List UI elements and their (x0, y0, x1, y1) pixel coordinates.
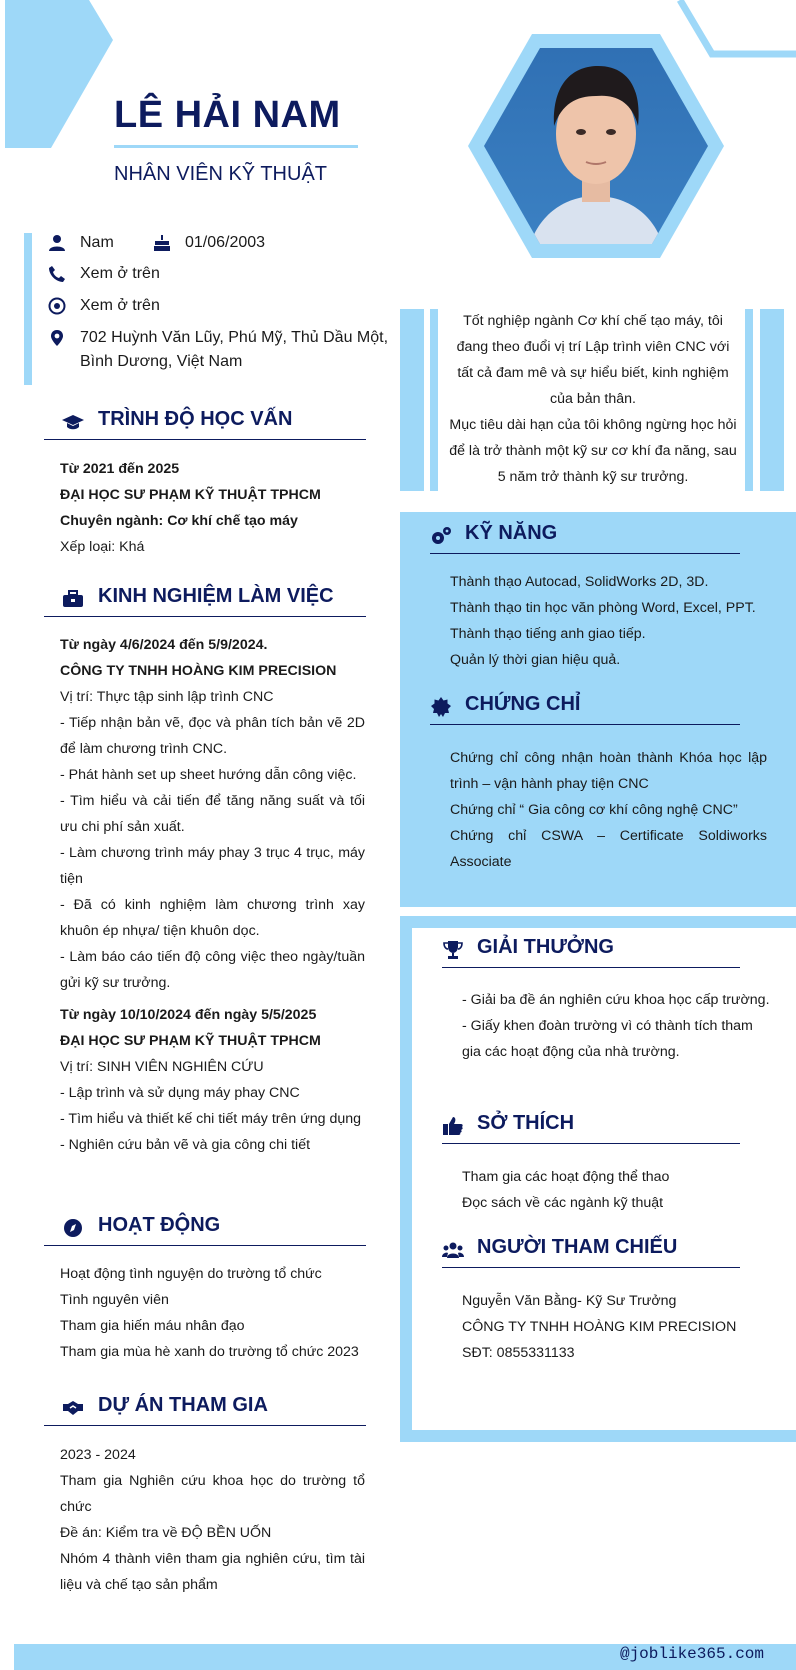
handshake-icon (62, 1398, 84, 1418)
job-1-task: - Tiếp nhận bản vẽ, đọc và phân tích bản vẽ 2D để làm chương trình CNC. (60, 715, 365, 757)
activity-item: Tình nguyên viên (60, 1292, 169, 1308)
job-1-task: - Tìm hiểu và cải tiến để tăng năng suất và tối ưu chi phí sản xuất. (60, 793, 365, 835)
reference-phone: SĐT: 0855331133 (462, 1345, 575, 1361)
hobbies-heading (442, 1108, 740, 1144)
award-item: - Giải ba đề án nghiên cứu khoa học cấp trường. (462, 992, 770, 1008)
education-school: ĐẠI HỌC SƯ PHẠM KỸ THUẬT TPHCM (60, 487, 321, 503)
job-2-position: Vị trí: SINH VIÊN NGHIÊN CỨU (60, 1059, 264, 1075)
job-1-task: - Làm báo cáo tiến độ công việc theo ngày/tuần gửi kỹ sư trưởng. (60, 949, 365, 991)
graduation-cap-icon (62, 412, 84, 432)
awards-block (462, 987, 772, 1065)
skill-item: Quản lý thời gian hiệu quả. (450, 652, 621, 668)
job-title: NHÂN VIÊN KỸ THUẬT (114, 163, 327, 185)
awards-title: GIẢI THƯỞNG (477, 936, 614, 958)
contact-phone (48, 262, 248, 286)
activities-heading (44, 1210, 366, 1246)
profile-photo (466, 34, 726, 258)
skills-block (450, 569, 770, 673)
education-heading (44, 404, 366, 440)
reference-company: CÔNG TY TNHH HOÀNG KIM PRECISION (462, 1319, 737, 1335)
gender-value: Nam (80, 234, 114, 251)
hobbies-block (462, 1164, 772, 1216)
objective-bar-right-outer (760, 309, 784, 491)
users-group-icon (442, 1240, 464, 1260)
skills-title: KỸ NĂNG (465, 522, 558, 544)
objective-text-2: Mục tiêu dài hạn của tôi không ngừng học hỏi để là trở thành một kỹ sư cơ khí đa năng, sau 5 năm trở thành kỹ sư trưởng. (449, 417, 737, 485)
references-title: NGƯỜI THAM CHIẾU (477, 1236, 678, 1258)
job-1-company: CÔNG TY TNHH HOÀNG KIM PRECISION (60, 663, 337, 679)
trophy-icon (442, 940, 464, 960)
hobby-item: Tham gia các hoạt động thể thao (462, 1169, 670, 1185)
skills-heading (430, 518, 740, 554)
job-2-task: - Tìm hiểu và thiết kế chi tiết máy trên ứng dụng (60, 1111, 362, 1127)
experience-heading (44, 581, 366, 617)
user-icon (48, 234, 66, 252)
phone-value: Xem ở trên (80, 265, 160, 282)
education-major: Chuyên ngành: Cơ khí chế tạo máy (60, 513, 298, 529)
birthday-value: 01/06/2003 (185, 234, 266, 251)
references-block (462, 1288, 772, 1366)
job-1-task: - Phát hành set up sheet hướng dẫn công việc. (60, 767, 357, 783)
name-underline (114, 145, 358, 148)
job-1-period: Từ ngày 4/6/2024 đến 5/9/2024. (60, 637, 268, 653)
project-period: 2023 - 2024 (60, 1447, 136, 1463)
hobby-item: Đọc sách về các ngành kỹ thuật (462, 1195, 664, 1211)
career-objective (448, 308, 738, 490)
compass-icon (62, 1218, 84, 1238)
certificate-item: Chứng chỉ CSWA – Certificate Soldiworks Associate (450, 828, 767, 870)
email-value: Xem ở trên (80, 297, 160, 314)
job-2-task: - Nghiên cứu bản vẽ và gia công chi tiết (60, 1137, 311, 1153)
location-pin-icon (48, 329, 66, 347)
certificate-item: Chứng chỉ “ Gia công cơ khí công nghệ CNC” (450, 802, 738, 818)
birthday-cake-icon (153, 234, 171, 252)
skill-item: Thành thạo tin học văn phòng Word, Excel, PPT. (450, 600, 756, 616)
briefcase-icon (62, 589, 84, 609)
award-item: - Giấy khen đoàn trường vì có thành tích tham gia các hoạt động của nhà trường. (462, 1018, 753, 1060)
hobbies-title: SỞ THÍCH (477, 1112, 575, 1134)
job-1-position: Vị trí: Thực tập sinh lập trình CNC (60, 689, 274, 705)
objective-bar-right-inner (745, 309, 753, 491)
activities-block (60, 1261, 370, 1365)
education-title: TRÌNH ĐỘ HỌC VẤN (98, 408, 293, 430)
activity-item: Tham gia hiến máu nhân đạo (60, 1318, 245, 1334)
job-2-period: Từ ngày 10/10/2024 đến ngày 5/5/2025 (60, 1007, 317, 1023)
objective-text-1: Tốt nghiệp ngành Cơ khí chế tạo máy, tôi đang theo đuổi vị trí Lập trình viên CNC với tất cả đam mê và sự hiểu biết, kinh nghiệm của bản thân. (456, 313, 730, 407)
address-line-1: 702 Huỳnh Văn Lũy, Phú Mỹ, Thủ Dầu Một, (80, 329, 389, 346)
activity-item: Tham gia mùa hè xanh do trường tổ chức 2023 (60, 1344, 359, 1360)
activities-title: HOẠT ĐỘNG (98, 1214, 221, 1236)
awards-heading (442, 932, 740, 968)
certificate-seal-icon (430, 697, 452, 717)
footer-watermark: @joblike365.com (619, 1645, 764, 1663)
contact-address (48, 326, 388, 376)
projects-block (60, 1442, 365, 1598)
certificate-item: Chứng chỉ công nhận hoàn thành Khóa học lập trình – vận hành phay tiện CNC (450, 750, 767, 792)
at-sign-icon (48, 297, 66, 315)
references-heading (442, 1232, 740, 1268)
project-detail: Nhóm 4 thành viên tham gia nghiên cứu, tìm tài liệu và chế tạo sản phẩm (60, 1551, 365, 1593)
experience-block (60, 632, 365, 1158)
contact-email (48, 294, 248, 318)
projects-heading (44, 1390, 366, 1426)
reference-name: Nguyễn Văn Bằng- Kỹ Sư Trưởng (462, 1293, 677, 1309)
job-2-company: ĐẠI HỌC SƯ PHẠM KỸ THUẬT TPHCM (60, 1033, 321, 1049)
project-topic: Đề án: Kiểm tra về ĐỘ BỀN UỐN (60, 1525, 272, 1541)
address-line-2: Bình Dương, Việt Nam (80, 353, 243, 370)
skill-item: Thành thạo tiếng anh giao tiếp. (450, 626, 646, 642)
contact-gender (48, 231, 158, 255)
contact-birthday (153, 231, 293, 255)
thumbs-up-icon (442, 1116, 464, 1136)
objective-bar-left-inner (430, 309, 438, 491)
job-2-task: - Lập trình và sử dụng máy phay CNC (60, 1085, 300, 1101)
candidate-name: LÊ HẢI NAM (114, 94, 341, 136)
projects-title: DỰ ÁN THAM GIA (98, 1394, 268, 1416)
job-1-task: - Làm chương trình máy phay 3 trục 4 trục, máy tiện (60, 845, 365, 887)
skill-item: Thành thạo Autocad, SolidWorks 2D, 3D. (450, 574, 709, 590)
activity-item: Hoạt động tình nguyện do trường tổ chức (60, 1266, 322, 1282)
phone-icon (48, 265, 66, 283)
education-block (60, 456, 370, 560)
project-desc: Tham gia Nghiên cứu khoa học do trường tổ chức (60, 1473, 365, 1515)
objective-bar-left-outer (400, 309, 424, 491)
contact-accent-bar (24, 233, 32, 385)
job-1-task: - Đã có kinh nghiệm làm chương trình xay khuôn ép nhựa/ tiện khuôn dọc. (60, 897, 365, 939)
certificates-block (450, 745, 767, 875)
education-grade: Xếp loại: Khá (60, 539, 145, 555)
education-period: Từ 2021 đến 2025 (60, 461, 180, 477)
certificates-title: CHỨNG CHỈ (465, 693, 581, 715)
gears-icon (430, 526, 452, 546)
certificates-heading (430, 689, 740, 725)
experience-title: KINH NGHIỆM LÀM VIỆC (98, 585, 334, 607)
corner-decoration-left (5, 0, 113, 148)
